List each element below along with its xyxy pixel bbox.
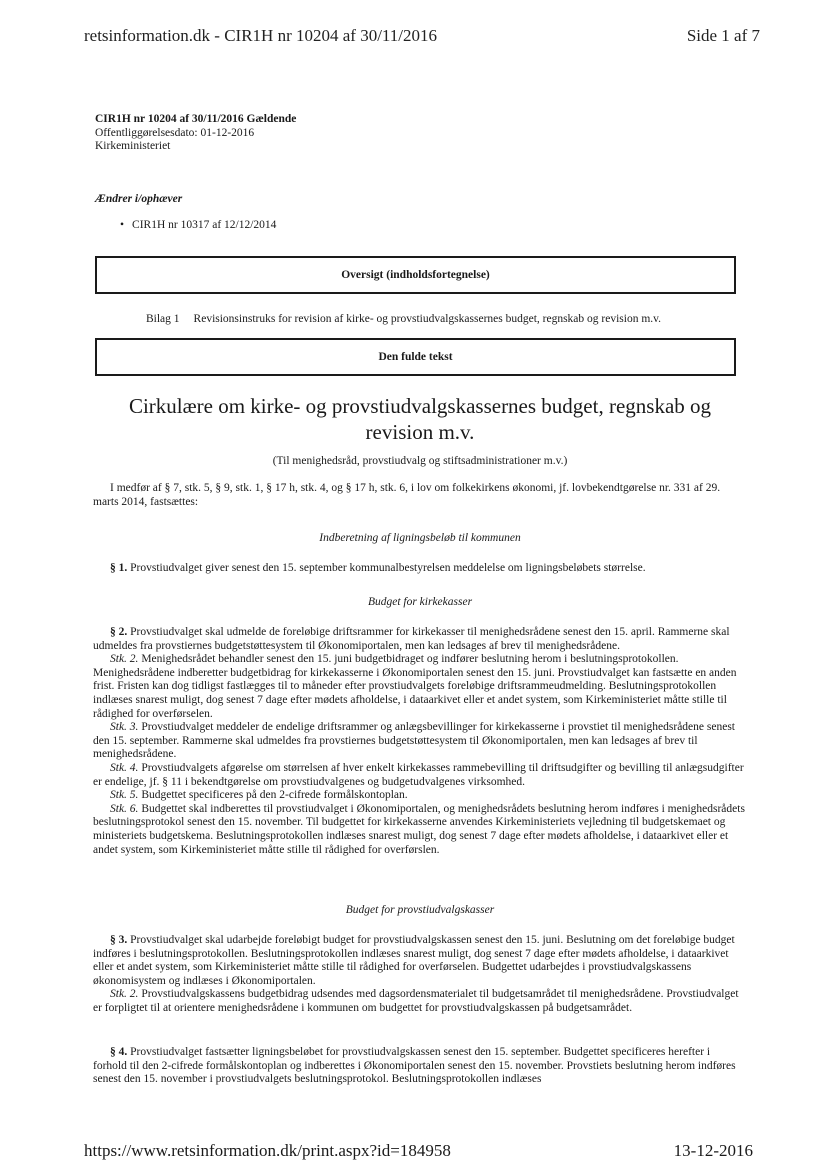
paragraph-symbol: § 3. xyxy=(110,934,128,946)
document-subtitle: (Til menighedsråd, provstiudvalg og stiftsadministrationer m.v.) xyxy=(272,455,568,467)
paragraph-2 xyxy=(93,626,745,857)
appendix-entry[interactable] xyxy=(146,313,661,325)
document-title: Cirkulære om kirke- og provstiudvalgskassernes budget, regnskab og revision m.v. xyxy=(128,394,712,444)
paragraph-symbol: § 1. xyxy=(110,562,128,574)
paragraph-3 xyxy=(93,934,745,1016)
paragraph-text: Provstiudvalget giver senest den 15. september kommunalbestyrelsen meddelelse om ligningsbeløbets størrelse. xyxy=(130,562,646,574)
paragraph-4 xyxy=(93,1046,745,1087)
paragraph-symbol: § 4. xyxy=(110,1046,128,1058)
appendix-title: Revisionsinstruks for revision af kirke- og provstiudvalgskassernes budget, regnskab og revision m.v. xyxy=(193,313,662,325)
fulltext-box: Den fulde tekst xyxy=(95,338,736,376)
section-heading: Budget for kirkekasser xyxy=(367,596,473,608)
subsection-label: Stk. 2. xyxy=(110,988,139,1001)
subsection xyxy=(93,789,745,803)
subsection-text: Menighedsrådet behandler senest den 15. juni budgetbidraget og indfører beslutning herom i beslutningsprotokollen. Menighedsrådene indberetter budgetbidrag for kirkekasserne i Økonomiportalen senest den 15. juni. Provstiudvalget kan fastsætte en anden frist. Fristen kan dog tidligst fastlægges til to måneder efter provstiudvalgets foreløbige driftsrammeudmelding. Beslutningsprotokollen indlæses snarest muligt, dog senest 7 dage efter mødets afholdelse, i dataarkivet eller et andet system, som Kirkeministeriet måtte stille til rådighed for overførselen. xyxy=(93,653,737,720)
page-header-source: retsinformation.dk - CIR1H nr 10204 af 30/11/2016 xyxy=(84,26,438,45)
section-heading: Budget for provstiudvalgskasser xyxy=(345,904,495,916)
subsection-label: Stk. 5. xyxy=(110,789,139,802)
document-id: CIR1H nr 10204 af 30/11/2016 Gældende xyxy=(95,113,297,125)
subsection-text: Provstiudvalget meddeler de endelige driftsrammer og anlægsbevillinger for kirkekasserne i provstiet til menighedsrådene senest den 15. september. Rammerne skal udmeldes fra provstiernes budgetstøttesystem til Økonomiportalen, men kan ledsages af brev til menighedsrådene. xyxy=(93,721,735,761)
subsection xyxy=(93,721,745,762)
subsection xyxy=(93,803,745,857)
appendix-number: Bilag 1 xyxy=(146,313,180,325)
subsection-text: Provstiudvalgets afgørelse om størrelsen af hver enkelt kirkekasses rammebevilling til driftsudgifter og bevilling til anlægsudgifter er endelige, jf. § 11 i bekendtgørelse om provstiudvalgenes og budgetudvalgenes virksomhed. xyxy=(93,761,744,788)
changes-list-item xyxy=(120,219,276,231)
page-number: Side 1 af 7 xyxy=(686,26,760,45)
subsection xyxy=(93,762,745,789)
subsection xyxy=(93,653,745,721)
paragraph-1 xyxy=(93,562,745,576)
overview-box: Oversigt (indholdsfortegnelse) xyxy=(95,256,736,294)
subsection xyxy=(93,988,745,1015)
intro-paragraph: I medfør af § 7, stk. 5, § 9, stk. 1, § 17 h, stk. 4, og § 17 h, stk. 6, i lov om folkekirkens økonomi, jf. lovbekendtgørelse nr. 331 af 29. marts 2014, fastsættes: xyxy=(93,482,721,508)
document-meta xyxy=(95,113,296,154)
section-heading: Indberetning af ligningsbeløb til kommunen xyxy=(319,532,521,544)
paragraph-symbol: § 2. xyxy=(110,626,128,638)
changes-heading: Ændrer i/ophæver xyxy=(95,193,183,205)
subsection-text: Budgettet specificeres på den 2-cifrede formålskontoplan. xyxy=(141,789,408,802)
paragraph-text: Provstiudvalget skal udarbejde foreløbigt budget for provstiudvalgskassen senest den 15. juni. Beslutning om det foreløbige budget indføres i beslutningsprotokollen. Beslutningsprotokollen indlæses snarest muligt, dog senest 7 dage efter mødets afholdelse, i dataarkivet eller et andet system, som Kirkeministeriet måtte stille til rådighed for overførselen. Budgettet udarbejdes i provstiudvalgskassens økonomisystem og indlæses i Økonomiportalen. xyxy=(93,934,735,987)
paragraph-text: Provstiudvalget fastsætter ligningsbeløbet for provstiudvalgskassen senest den 15. september. Budgettet specificeres herefter i forhold til den 2-cifrede formålskontoplan og indberettes i Økonomiportalen senest den 15. november. Provstiets beslutning herom indføres senest den 15. november i provstiudvalgets beslutningsprotokol. Beslutningsprotokollen indlæses xyxy=(93,1046,736,1086)
subsection-text: Provstiudvalgskassens budgetbidrag udsendes med dagsordensmaterialet til budgetsamrådet til menighedsrådene. Provstiudvalget er forpligtet til at orientere menighedsrådene i kommunen om budgettet for provstiudvalgskassen på budgetsamrådet. xyxy=(93,988,739,1014)
subsection-label: Stk. 6. xyxy=(110,802,139,815)
ministry: Kirkeministeriet xyxy=(95,140,171,152)
paragraph-body xyxy=(93,934,745,988)
subsection-label: Stk. 3. xyxy=(110,721,139,734)
paragraph-text: Provstiudvalget skal udmelde de foreløbige driftsrammer for kirkekasser til menighedsrådene senest den 15. april. Rammerne skal udmeldes fra provstiernes budgetstøttesystem til Økonomiportalen, men kan ledsages af brev til menighedsrådene. xyxy=(93,626,730,652)
source-url[interactable]: https://www.retsinformation.dk/print.aspx?id=184958 xyxy=(84,1141,451,1160)
subsection-label: Stk. 2. xyxy=(110,653,139,666)
paragraph-body xyxy=(93,626,745,653)
subsection-label: Stk. 4. xyxy=(110,761,139,774)
publication-date: Offentliggørelsesdato: 01-12-2016 xyxy=(95,126,255,139)
bullet: • xyxy=(120,219,125,231)
subsection-text: Budgettet skal indberettes til provstiudvalget i Økonomiportalen, og menighedsrådets beslutning herom indføres i menighedsrådets beslutningsprotokol senest den 15. november. Til budgettet for kirkekasserne anvendes Kirkeministeriets vejledning til budgetskemaet og ministeriets budgetskema. Beslutningsprotokollen indlæses snarest muligt, dog senest 7 dage efter mødets afholdelse, i dataarkivet eller et andet system, som Kirkeministeriet måtte stille til rådighed for overførslen. xyxy=(93,802,745,856)
print-date: 13-12-2016 xyxy=(673,1141,753,1160)
changed-document-link[interactable]: CIR1H nr 10317 af 12/12/2014 xyxy=(132,219,277,231)
